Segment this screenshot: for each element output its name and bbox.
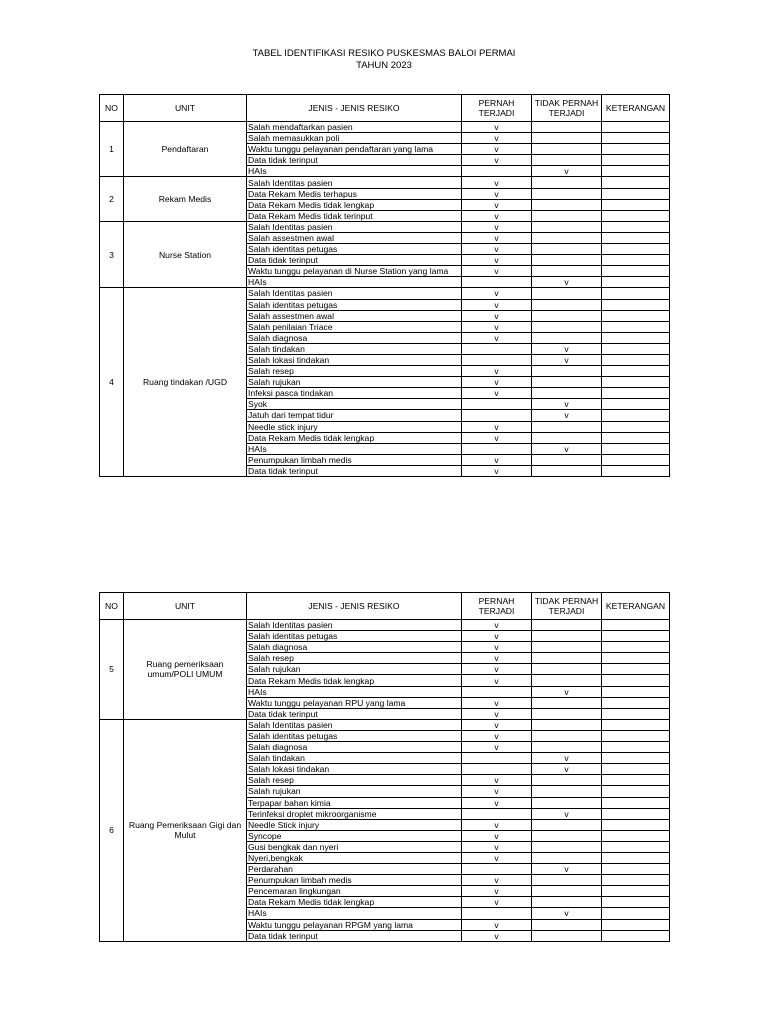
tidak-pernah-terjadi-mark <box>532 620 602 631</box>
pernah-terjadi-mark: v <box>462 177 532 188</box>
risk-name: Salah rujukan <box>247 377 462 388</box>
keterangan-cell <box>602 841 670 852</box>
tidak-pernah-terjadi-mark <box>532 388 602 399</box>
keterangan-cell <box>602 277 670 288</box>
tidak-pernah-terjadi-mark <box>532 221 602 232</box>
tidak-pernah-terjadi-mark <box>532 199 602 210</box>
risk-name: Salah Identitas pasien <box>247 620 462 631</box>
risk-name: Salah tindakan <box>247 753 462 764</box>
header-no: NO <box>100 95 124 122</box>
risk-name: Terinfeksi droplet mikroorganisme <box>247 808 462 819</box>
risk-name: Salah Identitas pasien <box>247 719 462 730</box>
pernah-terjadi-mark <box>462 410 532 421</box>
keterangan-cell <box>602 775 670 786</box>
keterangan-cell <box>602 653 670 664</box>
document-subtitle: TAHUN 2023 <box>356 60 412 71</box>
risk-name: Salah lokasi tindakan <box>247 354 462 365</box>
keterangan-cell <box>602 875 670 886</box>
unit-name: Pendaftaran <box>124 122 247 177</box>
pernah-terjadi-mark <box>462 808 532 819</box>
header-jenis: JENIS - JENIS RESIKO <box>247 593 462 620</box>
risk-name: Waktu tunggu pelayanan di Nurse Station yang lama <box>247 266 462 277</box>
tidak-pernah-terjadi-mark <box>532 675 602 686</box>
unit-number: 3 <box>100 221 124 288</box>
tidak-pernah-terjadi-mark <box>532 664 602 675</box>
keterangan-cell <box>602 188 670 199</box>
pernah-terjadi-mark <box>462 166 532 177</box>
tidak-pernah-terjadi-mark <box>532 886 602 897</box>
risk-name: HAIs <box>247 908 462 919</box>
tidak-pernah-terjadi-mark: v <box>532 166 602 177</box>
risk-name: Salah resep <box>247 775 462 786</box>
pernah-terjadi-mark: v <box>462 321 532 332</box>
tidak-pernah-terjadi-mark: v <box>532 864 602 875</box>
table-header-row <box>100 95 670 122</box>
unit-name: Ruang Pemeriksaan Gigi dan Mulut <box>124 719 247 941</box>
tidak-pernah-terjadi-mark <box>532 232 602 243</box>
risk-name: HAIs <box>247 277 462 288</box>
pernah-terjadi-mark: v <box>462 188 532 199</box>
keterangan-cell <box>602 830 670 841</box>
pernah-terjadi-mark: v <box>462 697 532 708</box>
pernah-terjadi-mark: v <box>462 786 532 797</box>
header-unit: UNIT <box>124 95 247 122</box>
keterangan-cell <box>602 664 670 675</box>
keterangan-cell <box>602 753 670 764</box>
keterangan-cell <box>602 133 670 144</box>
keterangan-cell <box>602 399 670 410</box>
unit-number: 5 <box>100 620 124 720</box>
pernah-terjadi-mark: v <box>462 797 532 808</box>
keterangan-cell <box>602 886 670 897</box>
table-header-row <box>100 593 670 620</box>
tidak-pernah-terjadi-mark <box>532 310 602 321</box>
tidak-pernah-terjadi-mark <box>532 819 602 830</box>
keterangan-cell <box>602 697 670 708</box>
pernah-terjadi-mark <box>462 443 532 454</box>
pernah-terjadi-mark: v <box>462 886 532 897</box>
risk-name: Penumpukan limbah medis <box>247 454 462 465</box>
header-no: NO <box>100 593 124 620</box>
header-unit: UNIT <box>124 593 247 620</box>
keterangan-cell <box>602 122 670 133</box>
pernah-terjadi-mark: v <box>462 897 532 908</box>
risk-name: Salah diagnosa <box>247 332 462 343</box>
keterangan-cell <box>602 410 670 421</box>
pernah-terjadi-mark: v <box>462 841 532 852</box>
keterangan-cell <box>602 299 670 310</box>
risk-name: Data tidak terinput <box>247 930 462 941</box>
pernah-terjadi-mark: v <box>462 299 532 310</box>
document-title: TABEL IDENTIFIKASI RESIKO PUSKESMAS BALOI PERMAI <box>252 48 516 59</box>
tidak-pernah-terjadi-mark <box>532 177 602 188</box>
pernah-terjadi-mark <box>462 343 532 354</box>
tidak-pernah-terjadi-mark <box>532 841 602 852</box>
pernah-terjadi-mark: v <box>462 421 532 432</box>
keterangan-cell <box>602 864 670 875</box>
pernah-terjadi-mark: v <box>462 288 532 299</box>
risk-name: Needle Stick injury <box>247 819 462 830</box>
risk-name: Data Rekam Medis tidak terinput <box>247 210 462 221</box>
pernah-terjadi-mark <box>462 764 532 775</box>
keterangan-cell <box>602 388 670 399</box>
tidak-pernah-terjadi-mark <box>532 332 602 343</box>
risk-name: Gusi bengkak dan nyeri <box>247 841 462 852</box>
pernah-terjadi-mark: v <box>462 664 532 675</box>
pernah-terjadi-mark <box>462 753 532 764</box>
risk-name: Salah identitas petugas <box>247 244 462 255</box>
tidak-pernah-terjadi-mark: v <box>532 443 602 454</box>
risk-name: Data tidak terinput <box>247 708 462 719</box>
risk-name: Salah identitas petugas <box>247 299 462 310</box>
keterangan-cell <box>602 897 670 908</box>
unit-number: 6 <box>100 719 124 941</box>
tidak-pernah-terjadi-mark: v <box>532 753 602 764</box>
keterangan-cell <box>602 686 670 697</box>
risk-name: Salah diagnosa <box>247 642 462 653</box>
risk-name: Data tidak terinput <box>247 255 462 266</box>
keterangan-cell <box>602 631 670 642</box>
tidak-pernah-terjadi-mark <box>532 255 602 266</box>
keterangan-cell <box>602 675 670 686</box>
tidak-pernah-terjadi-mark <box>532 653 602 664</box>
risk-name: Data Rekam Medis tidak lengkap <box>247 432 462 443</box>
tidak-pernah-terjadi-mark <box>532 266 602 277</box>
pernah-terjadi-mark: v <box>462 244 532 255</box>
tidak-pernah-terjadi-mark <box>532 719 602 730</box>
tidak-pernah-terjadi-mark <box>532 797 602 808</box>
pernah-terjadi-mark: v <box>462 775 532 786</box>
pernah-terjadi-mark: v <box>462 708 532 719</box>
risk-name: Data tidak terinput <box>247 465 462 476</box>
pernah-terjadi-mark: v <box>462 830 532 841</box>
tidak-pernah-terjadi-mark <box>532 742 602 753</box>
pernah-terjadi-mark: v <box>462 155 532 166</box>
tidak-pernah-terjadi-mark: v <box>532 764 602 775</box>
risk-name: Data tidak terinput <box>247 155 462 166</box>
pernah-terjadi-mark: v <box>462 377 532 388</box>
keterangan-cell <box>602 797 670 808</box>
tidak-pernah-terjadi-mark <box>532 642 602 653</box>
pernah-terjadi-mark: v <box>462 432 532 443</box>
risk-name: Waktu tunggu pelayanan pendaftaran yang lama <box>247 144 462 155</box>
keterangan-cell <box>602 244 670 255</box>
unit-name: Ruang pemeriksaan umum/POLI UMUM <box>124 620 247 720</box>
keterangan-cell <box>602 454 670 465</box>
table-row <box>100 620 670 631</box>
tidak-pernah-terjadi-mark <box>532 708 602 719</box>
pernah-terjadi-mark <box>462 686 532 697</box>
risk-name: Salah Identitas pasien <box>247 177 462 188</box>
keterangan-cell <box>602 343 670 354</box>
pernah-terjadi-mark <box>462 354 532 365</box>
keterangan-cell <box>602 266 670 277</box>
keterangan-cell <box>602 908 670 919</box>
pernah-terjadi-mark: v <box>462 653 532 664</box>
pernah-terjadi-mark: v <box>462 266 532 277</box>
table-body <box>100 620 670 942</box>
header-tidak: TIDAK PERNAH TERJADI <box>532 95 602 122</box>
keterangan-cell <box>602 255 670 266</box>
risk-name: Salah Identitas pasien <box>247 288 462 299</box>
tidak-pernah-terjadi-mark <box>532 144 602 155</box>
keterangan-cell <box>602 443 670 454</box>
risk-name: Salah assestmen awal <box>247 232 462 243</box>
tidak-pernah-terjadi-mark <box>532 133 602 144</box>
tidak-pernah-terjadi-mark <box>532 930 602 941</box>
keterangan-cell <box>602 719 670 730</box>
tidak-pernah-terjadi-mark <box>532 122 602 133</box>
risk-name: Salah lokasi tindakan <box>247 764 462 775</box>
keterangan-cell <box>602 221 670 232</box>
keterangan-cell <box>602 432 670 443</box>
pernah-terjadi-mark: v <box>462 232 532 243</box>
risk-name: Jatuh dari tempat tidur <box>247 410 462 421</box>
tidak-pernah-terjadi-mark <box>532 465 602 476</box>
keterangan-cell <box>602 332 670 343</box>
table-row <box>100 177 670 188</box>
tidak-pernah-terjadi-mark: v <box>532 686 602 697</box>
risk-name: Salah rujukan <box>247 664 462 675</box>
risk-name: Infeksi pasca tindakan <box>247 388 462 399</box>
header-keterangan: KETERANGAN <box>602 95 670 122</box>
risk-name: Syncope <box>247 830 462 841</box>
keterangan-cell <box>602 155 670 166</box>
pernah-terjadi-mark <box>462 277 532 288</box>
unit-name: Ruang tindakan /UGD <box>124 288 247 477</box>
pernah-terjadi-mark <box>462 908 532 919</box>
risk-name: Salah resep <box>247 653 462 664</box>
risk-name: HAIs <box>247 166 462 177</box>
tidak-pernah-terjadi-mark <box>532 897 602 908</box>
keterangan-cell <box>602 642 670 653</box>
keterangan-cell <box>602 465 670 476</box>
pernah-terjadi-mark: v <box>462 221 532 232</box>
risk-name: Nyeri,bengkak <box>247 852 462 863</box>
pernah-terjadi-mark: v <box>462 742 532 753</box>
tidak-pernah-terjadi-mark <box>532 454 602 465</box>
pernah-terjadi-mark: v <box>462 122 532 133</box>
pernah-terjadi-mark: v <box>462 255 532 266</box>
pernah-terjadi-mark <box>462 864 532 875</box>
risk-name: Salah identitas petugas <box>247 631 462 642</box>
risk-name: Waktu tunggu pelayanan RPGM yang lama <box>247 919 462 930</box>
risk-name: Needle stick injury <box>247 421 462 432</box>
tidak-pernah-terjadi-mark <box>532 288 602 299</box>
tidak-pernah-terjadi-mark: v <box>532 399 602 410</box>
risk-name: Pencemaran lingkungan <box>247 886 462 897</box>
risk-name: Salah diagnosa <box>247 742 462 753</box>
risk-name: Data Rekam Medis tidak lengkap <box>247 897 462 908</box>
risk-name: Salah memasukkan poli <box>247 133 462 144</box>
keterangan-cell <box>602 930 670 941</box>
pernah-terjadi-mark: v <box>462 730 532 741</box>
keterangan-cell <box>602 210 670 221</box>
table-row <box>100 719 670 730</box>
table-body <box>100 122 670 477</box>
tidak-pernah-terjadi-mark: v <box>532 277 602 288</box>
risk-name: Data Rekam Medis tidak lengkap <box>247 675 462 686</box>
pernah-terjadi-mark: v <box>462 310 532 321</box>
pernah-terjadi-mark: v <box>462 454 532 465</box>
pernah-terjadi-mark: v <box>462 133 532 144</box>
keterangan-cell <box>602 310 670 321</box>
tidak-pernah-terjadi-mark <box>532 377 602 388</box>
header-keterangan: KETERANGAN <box>602 593 670 620</box>
unit-name: Nurse Station <box>124 221 247 288</box>
keterangan-cell <box>602 742 670 753</box>
pernah-terjadi-mark: v <box>462 875 532 886</box>
pernah-terjadi-mark: v <box>462 144 532 155</box>
tidak-pernah-terjadi-mark <box>532 631 602 642</box>
keterangan-cell <box>602 730 670 741</box>
keterangan-cell <box>602 852 670 863</box>
tidak-pernah-terjadi-mark <box>532 244 602 255</box>
pernah-terjadi-mark: v <box>462 366 532 377</box>
keterangan-cell <box>602 199 670 210</box>
unit-name: Rekam Medis <box>124 177 247 221</box>
risk-name: HAIs <box>247 443 462 454</box>
tidak-pernah-terjadi-mark: v <box>532 410 602 421</box>
risk-name: Terpapar bahan kimia <box>247 797 462 808</box>
keterangan-cell <box>602 321 670 332</box>
keterangan-cell <box>602 232 670 243</box>
keterangan-cell <box>602 288 670 299</box>
unit-number: 2 <box>100 177 124 221</box>
risk-name: Waktu tunggu pelayanan RPU yang lama <box>247 697 462 708</box>
pernah-terjadi-mark: v <box>462 620 532 631</box>
risk-name: Salah mendaftarkan pasien <box>247 122 462 133</box>
risk-name: HAIs <box>247 686 462 697</box>
tidak-pernah-terjadi-mark <box>532 188 602 199</box>
table-row <box>100 122 670 133</box>
tidak-pernah-terjadi-mark: v <box>532 908 602 919</box>
keterangan-cell <box>602 354 670 365</box>
pernah-terjadi-mark: v <box>462 930 532 941</box>
header-tidak: TIDAK PERNAH TERJADI <box>532 593 602 620</box>
risk-name: Salah penilaian Triace <box>247 321 462 332</box>
pernah-terjadi-mark: v <box>462 199 532 210</box>
tidak-pernah-terjadi-mark <box>532 730 602 741</box>
unit-number: 4 <box>100 288 124 477</box>
header-pernah: PERNAH TERJADI <box>462 95 532 122</box>
pernah-terjadi-mark: v <box>462 819 532 830</box>
risk-name: Salah Identitas pasien <box>247 221 462 232</box>
table-row <box>100 288 670 299</box>
table-row <box>100 221 670 232</box>
tidak-pernah-terjadi-mark <box>532 786 602 797</box>
keterangan-cell <box>602 919 670 930</box>
keterangan-cell <box>602 366 670 377</box>
keterangan-cell <box>602 808 670 819</box>
tidak-pernah-terjadi-mark: v <box>532 343 602 354</box>
risk-name: Perdarahan <box>247 864 462 875</box>
pernah-terjadi-mark: v <box>462 465 532 476</box>
keterangan-cell <box>602 819 670 830</box>
tidak-pernah-terjadi-mark <box>532 210 602 221</box>
tidak-pernah-terjadi-mark: v <box>532 354 602 365</box>
pernah-terjadi-mark: v <box>462 631 532 642</box>
tidak-pernah-terjadi-mark: v <box>532 808 602 819</box>
tidak-pernah-terjadi-mark <box>532 432 602 443</box>
pernah-terjadi-mark: v <box>462 919 532 930</box>
unit-number: 1 <box>100 122 124 177</box>
pernah-terjadi-mark: v <box>462 852 532 863</box>
tidak-pernah-terjadi-mark <box>532 875 602 886</box>
tidak-pernah-terjadi-mark <box>532 421 602 432</box>
keterangan-cell <box>602 421 670 432</box>
risk-name: Data Rekam Medis terhapus <box>247 188 462 199</box>
risk-table-1 <box>99 94 670 477</box>
pernah-terjadi-mark: v <box>462 332 532 343</box>
risk-name: Salah assestmen awal <box>247 310 462 321</box>
risk-name: Penumpukan limbah medis <box>247 875 462 886</box>
pernah-terjadi-mark: v <box>462 210 532 221</box>
tidak-pernah-terjadi-mark <box>532 366 602 377</box>
risk-table-2 <box>99 592 670 942</box>
keterangan-cell <box>602 786 670 797</box>
keterangan-cell <box>602 144 670 155</box>
tidak-pernah-terjadi-mark <box>532 697 602 708</box>
pernah-terjadi-mark: v <box>462 675 532 686</box>
tidak-pernah-terjadi-mark <box>532 299 602 310</box>
keterangan-cell <box>602 620 670 631</box>
risk-name: Salah resep <box>247 366 462 377</box>
header-jenis: JENIS - JENIS RESIKO <box>247 95 462 122</box>
keterangan-cell <box>602 177 670 188</box>
risk-name: Salah identitas petugas <box>247 730 462 741</box>
header-pernah: PERNAH TERJADI <box>462 593 532 620</box>
risk-name: Data Rekam Medis tidak lengkap <box>247 199 462 210</box>
keterangan-cell <box>602 764 670 775</box>
keterangan-cell <box>602 377 670 388</box>
keterangan-cell <box>602 166 670 177</box>
pernah-terjadi-mark: v <box>462 719 532 730</box>
risk-name: Salah rujukan <box>247 786 462 797</box>
tidak-pernah-terjadi-mark <box>532 321 602 332</box>
risk-name: Syok <box>247 399 462 410</box>
pernah-terjadi-mark <box>462 399 532 410</box>
tidak-pernah-terjadi-mark <box>532 775 602 786</box>
pernah-terjadi-mark: v <box>462 642 532 653</box>
risk-name: Salah tindakan <box>247 343 462 354</box>
pernah-terjadi-mark: v <box>462 388 532 399</box>
tidak-pernah-terjadi-mark <box>532 852 602 863</box>
tidak-pernah-terjadi-mark <box>532 830 602 841</box>
tidak-pernah-terjadi-mark <box>532 919 602 930</box>
tidak-pernah-terjadi-mark <box>532 155 602 166</box>
keterangan-cell <box>602 708 670 719</box>
